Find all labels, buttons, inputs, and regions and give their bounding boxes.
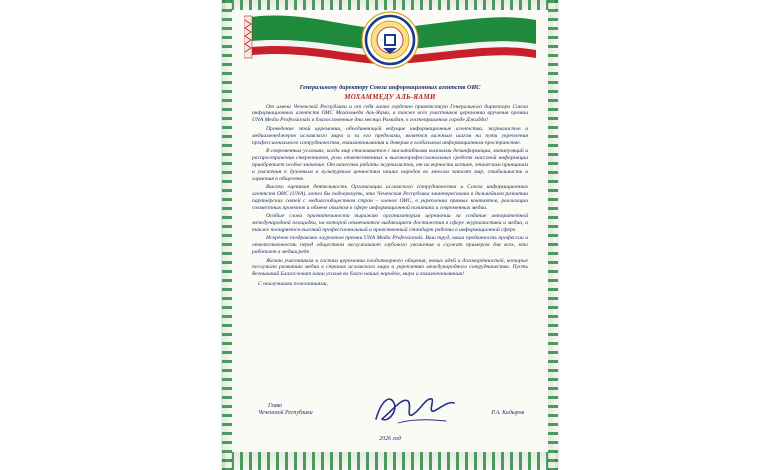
paragraph-6: Искренне поздравляю лауреатов премии UNA Media Professionals. Ваш труд, ваша преданность профессии и ответственность перед обществом заслуживают глубокого уважения и служат примером для всех, кто работает в медиасреде.	[252, 235, 528, 256]
signer-title-1: Глава	[268, 403, 282, 409]
chechen-flag-emblem	[244, 10, 536, 72]
document-year: 2026 год	[379, 436, 401, 442]
ornament-border-top	[222, 0, 558, 10]
paragraph-3: В современных условиях, когда мир сталкивается с масштабными вызовами дезинформации, манипуляций и распространения стереотипов, роль ответственных и высокопрофессиональных средств массовой информации приобретает особое значение. От качества работы журналистов, от их верности истине, этическим принципам и уважения к духовным и культурным ценностям наших народов во многом зависят мир, стабильность и гармония в обществе.	[252, 147, 529, 182]
paragraph-2: Проведение этой церемонии, объединяющей ведущие информационные агентства, журналистов и медиаменеджеров исламского мира и за его пределами, является важным шагом на пути укрепления профессионального сотрудничества, взаимопонимания и доверия в глобальном информационном пространстве.	[252, 125, 528, 146]
closing-line: С наилучшими пожеланиями,	[258, 281, 328, 288]
handwritten-signature	[368, 389, 458, 429]
signer-name: Р.А. Кадыров	[491, 410, 524, 416]
letter-body	[252, 84, 528, 288]
paragraph-4: Высоко оценивая деятельность Организации исламского сотрудничества и Союза информационных агентств ОИС (UNA), хотел бы подчеркнуть, что Чеченская Республика заинтересована в дальнейшем развитии партнёрских связей с медиасообществом стран – членов ОИС, в укреплении прямых контактов, реализации совместных проектов и обмене опытом в сфере информационной политики и современных медиа.	[252, 183, 528, 211]
ornament-border-bottom	[222, 452, 558, 470]
ornament-border-right	[548, 0, 558, 470]
addressee-line: Генеральному директору Союза информационных агентств ОИС	[299, 84, 481, 91]
addressee-name: МОХАММЕДУ АЛЬ-ЯАМИ	[344, 92, 436, 101]
ornament-border-left	[222, 0, 232, 470]
paragraph-1: От имени Чеченской Республики и от себя лично сердечно приветствую Генерального директора Союза информационных агентств ОИС Мохаммеда Аль-Яами, а также всех участников церемонии вручения премии UNA Media Professionals в благословенные дни месяца Рамадан, в гостеприимном городе Джидда!	[252, 103, 528, 124]
signer-title-2: Чеченской Республики	[258, 410, 313, 416]
coat-of-arms-icon	[362, 12, 418, 68]
paragraph-5: Особые слова признательности выражаю организаторам церемонии за создание авторитетной международной площадки, на которой отмечаются выдающиеся достижения в сфере журналистики и медиа, а также поощряется высокий профессиональный и нравственный стандарт работы в информационной сфере.	[252, 213, 528, 233]
letter-page	[222, 0, 558, 470]
paragraph-7: Желаю участникам и гостям церемонии плодотворного общения, новых идей и договорённостей, которые послужат развитию медиа в странах исламского мира и укреплению международного сотрудничества. Пусть Всевышний Благословит ваши усилия во благо наших народов, мира и взаимопонимания!	[252, 257, 528, 278]
